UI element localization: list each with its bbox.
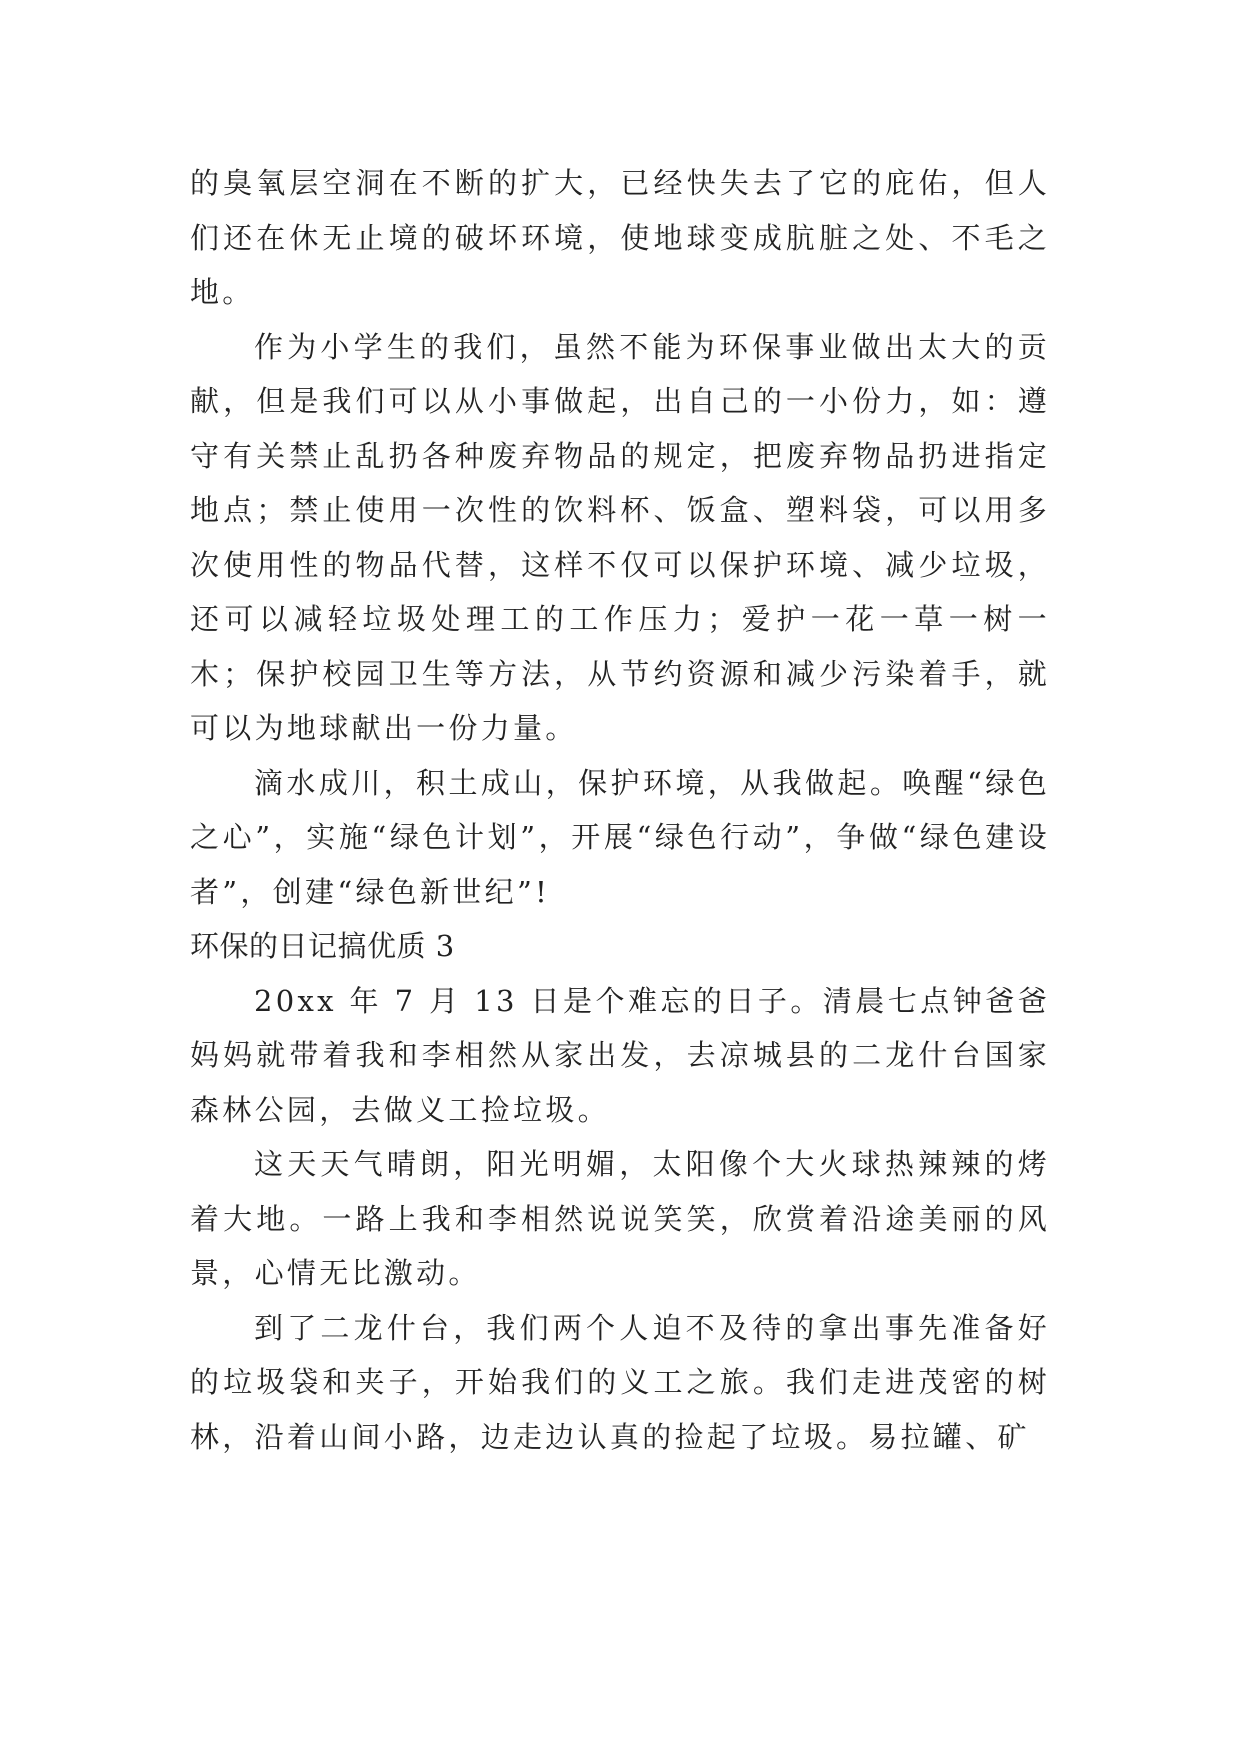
paragraph-green-slogan: 滴水成川，积土成山，保护环境，从我做起。唤醒“绿色之心”，实施“绿色计划”，开展“绿色行动”，争做“绿色建设者”，创建“绿色新世纪”! (190, 765, 1050, 909)
paragraph-continuation: 的臭氧层空洞在不断的扩大，已经快失去了它的庇佑，但人们还在休无止境的破坏环境，使地球变成肮脏之处、不毛之地。 (190, 166, 1050, 309)
document-body (190, 156, 1050, 1464)
paragraph-weather: 这天天气晴朗，阳光明媚，太阳像个大火球热辣辣的烤着大地。一路上我和李相然说说笑笑，欣赏着沿途美丽的风景，心情无比激动。 (190, 1147, 1050, 1290)
paragraph-date-intro: 20xx 年 7 月 13 日是个难忘的日子。清晨七点钟爸爸妈妈就带着我和李相然从家出发，去凉城县的二龙什台国家森林公园，去做义工捡垃圾。 (190, 983, 1050, 1127)
paragraph-volunteer-trip: 到了二龙什台，我们两个人迫不及待的拿出事先准备好的垃圾袋和夹子，开始我们的义工之旅。我们走进茂密的树林，沿着山间小路，边走边认真的捡起了垃圾。易拉罐、矿 (190, 1310, 1050, 1454)
section-heading: 环保的日记搞优质 3 (190, 929, 455, 963)
paragraph-student-actions: 作为小学生的我们，虽然不能为环保事业做出太大的贡献，但是我们可以从小事做起，出自己的一小份力，如：遵守有关禁止乱扔各种废弃物品的规定，把废弃物品扔进指定地点；禁止使用一次性的饮料杯、饭盒、塑料袋，可以用多次使用性的物品代替，这样不仅可以保护环境、减少垃圾，还可以减轻垃圾处理工的工作压力；爱护一花一草一树一木；保护校园卫生等方法，从节约资源和减少污染着手，就可以为地球献出一份力量。 (190, 329, 1050, 745)
